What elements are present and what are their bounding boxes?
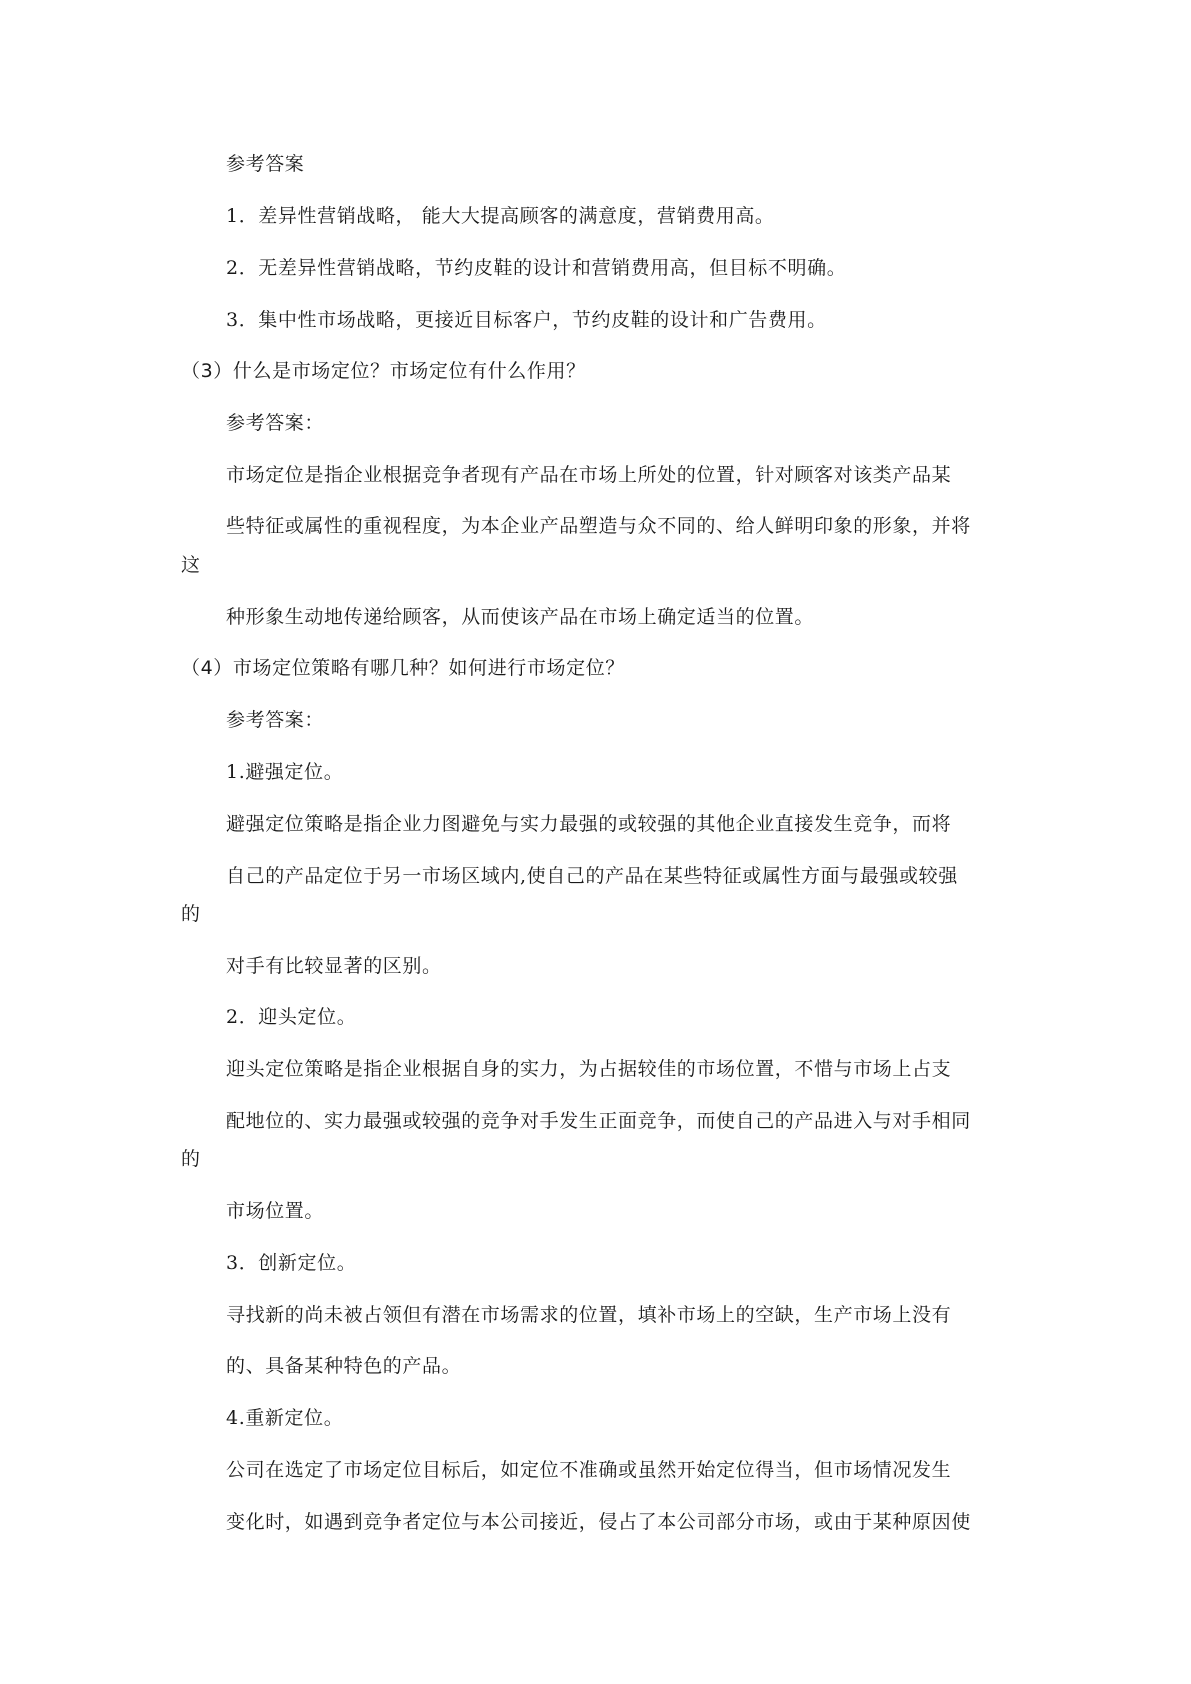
paragraph-line: 配地位的、实力最强或较强的竞争对手发生正面竞争，而使自己的产品进入与对手相同: [226, 1110, 971, 1132]
paragraph-line: 这: [181, 554, 201, 576]
paragraph-line: 市场位置。: [226, 1200, 325, 1222]
paragraph-line: 的: [181, 1148, 201, 1170]
paragraph-line: 市场定位是指企业根据竞争者现有产品在市场上所处的位置，针对顾客对该类产品某: [226, 464, 952, 486]
subheading-2: 2．迎头定位。: [226, 1006, 357, 1028]
answer-heading: 参考答案: [226, 153, 305, 175]
answer-heading: 参考答案：: [226, 412, 325, 434]
paragraph-line: 自己的产品定位于另一市场区域内,使自己的产品在某些特征或属性方面与最强或较强: [226, 865, 958, 887]
paragraph-line: 的: [181, 903, 201, 925]
question-3: （3）什么是市场定位？市场定位有什么作用？: [181, 360, 586, 382]
question-4: （4）市场定位策略有哪几种？如何进行市场定位？: [181, 657, 625, 679]
paragraph-line: 公司在选定了市场定位目标后，如定位不准确或虽然开始定位得当，但市场情况发生: [226, 1459, 952, 1481]
subheading-4: 4.重新定位。: [226, 1407, 344, 1429]
paragraph-line: 对手有比较显著的区别。: [226, 955, 442, 977]
answer-heading: 参考答案：: [226, 709, 325, 731]
paragraph-line: 变化时，如遇到竞争者定位与本公司接近，侵占了本公司部分市场，或由于某种原因使: [226, 1511, 971, 1533]
paragraph-line: 些特征或属性的重视程度，为本企业产品塑造与众不同的、给人鲜明印象的形象，并将: [226, 515, 971, 537]
paragraph-line: 的、具备某种特色的产品。: [226, 1355, 462, 1377]
paragraph-line: 寻找新的尚未被占领但有潜在市场需求的位置，填补市场上的空缺，生产市场上没有: [226, 1304, 952, 1326]
answer-item-1: 1．差异性营销战略， 能大大提高顾客的满意度，营销费用高。: [226, 205, 775, 227]
paragraph-line: 避强定位策略是指企业力图避免与实力最强的或较强的其他企业直接发生竞争，而将: [226, 813, 952, 835]
subheading-3: 3．创新定位。: [226, 1252, 357, 1274]
paragraph-line: 迎头定位策略是指企业根据自身的实力，为占据较佳的市场位置，不惜与市场上占支: [226, 1058, 952, 1080]
paragraph-line: 种形象生动地传递给顾客，从而使该产品在市场上确定适当的位置。: [226, 606, 815, 628]
subheading-1: 1.避强定位。: [226, 761, 344, 783]
answer-item-3: 3．集中性市场战略，更接近目标客户，节约皮鞋的设计和广告费用。: [226, 309, 827, 331]
answer-item-2: 2．无差异性营销战略，节约皮鞋的设计和营销费用高，但目标不明确。: [226, 257, 847, 279]
